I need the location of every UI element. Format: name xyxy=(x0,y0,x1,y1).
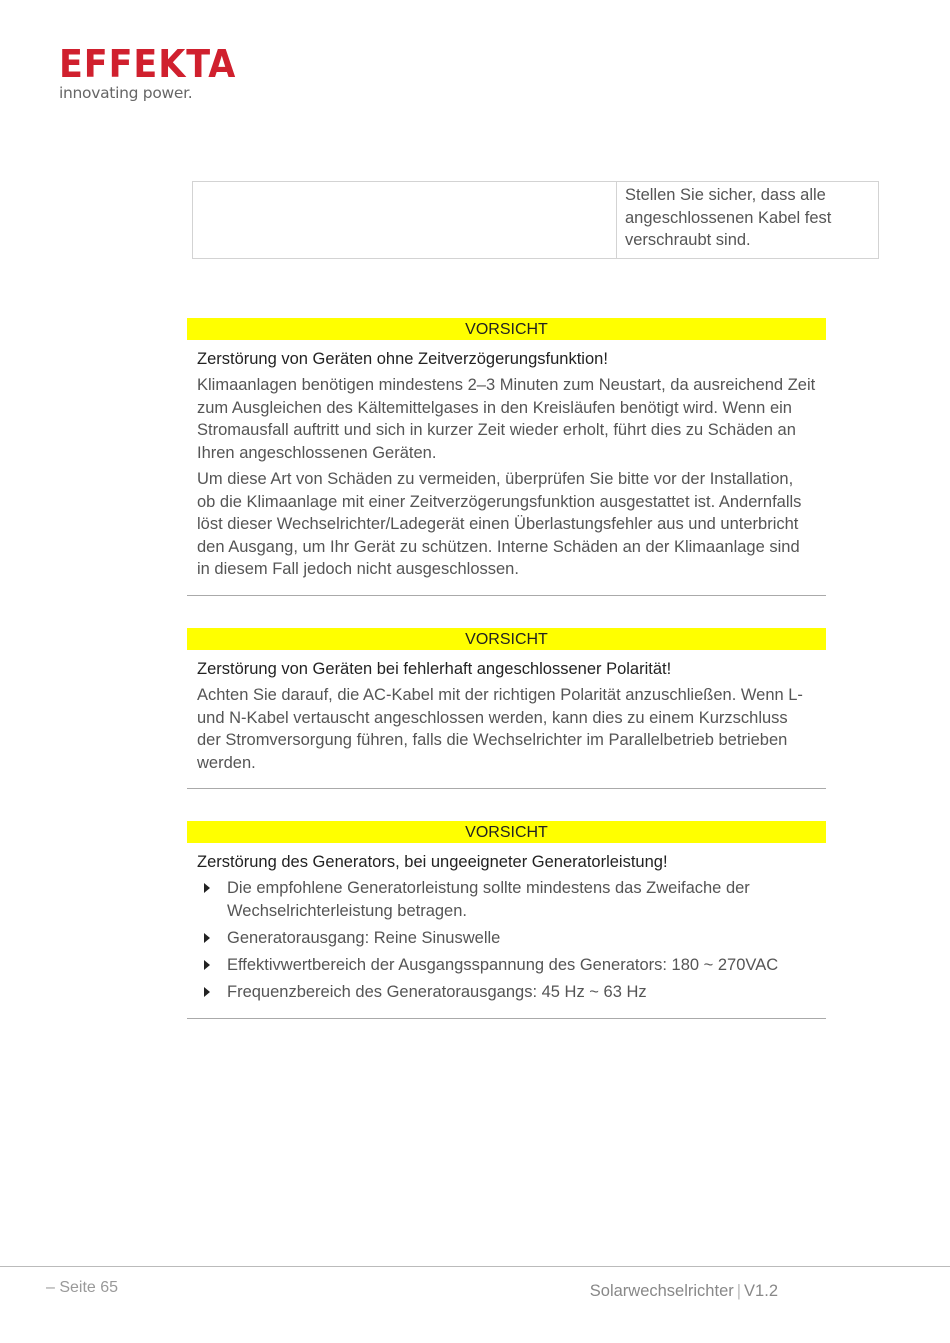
triangle-bullet-icon xyxy=(204,987,210,997)
caution-divider xyxy=(187,1018,826,1019)
list-item-text: Generatorausgang: Reine Sinuswelle xyxy=(227,928,501,947)
footer-divider xyxy=(0,1266,950,1267)
triangle-bullet-icon xyxy=(204,933,210,943)
list-item-text: Frequenzbereich des Generatorausgangs: 45 Hz ~ 63 Hz xyxy=(227,982,647,1001)
triangle-bullet-icon xyxy=(204,883,210,893)
list-item xyxy=(197,927,816,950)
list-item xyxy=(197,981,816,1004)
doc-title: Solarwechselrichter xyxy=(589,1282,734,1300)
caution-box-generator xyxy=(187,821,826,1019)
footer-doc-title xyxy=(590,1282,778,1301)
caution-title: Zerstörung des Generators, bei ungeeigneter Generatorleistung! xyxy=(197,853,668,871)
logo-tagline: innovating power. xyxy=(59,84,193,102)
caution-title: Zerstörung von Geräten ohne Zeitverzögerungsfunktion! xyxy=(197,350,608,368)
footer-separator: | xyxy=(736,1282,742,1300)
caution-title: Zerstörung von Geräten bei fehlerhaft angeschlossener Polarität! xyxy=(197,660,672,678)
logo-brand: EFFEKTA xyxy=(59,42,237,86)
caution-label: VORSICHT xyxy=(187,628,826,650)
list-item xyxy=(197,954,816,977)
table-cell-text: Stellen Sie sicher, dass alle angeschlossenen Kabel fest verschraubt sind. xyxy=(625,186,832,249)
doc-version: V1.2 xyxy=(744,1282,778,1300)
caution-divider xyxy=(187,595,826,596)
table-cell-empty xyxy=(193,182,617,258)
continued-table xyxy=(192,181,879,259)
caution-divider xyxy=(187,788,826,789)
caution-box-delay xyxy=(187,318,826,596)
page-number: – Seite 65 xyxy=(46,1279,119,1296)
list-item-text: Effektivwertbereich der Ausgangsspannung des Generators: 180 ~ 270VAC xyxy=(227,955,779,974)
list-item-text: Die empfohlene Generatorleistung sollte mindestens das Zweifache der Wechselrichterleistung betragen. xyxy=(227,879,750,920)
caution-paragraph: Klimaanlagen benötigen mindestens 2–3 Minuten zum Neustart, da ausreichend Zeit zum Ausgleichen des Kältemittelgases in den Kreisläufen benötigt wird. Wenn ein Stromausfall auftritt und sich in kurzer Zeit wieder erholt, führt dies zu Schäden an Ihren angeschlossenen Geräten. xyxy=(197,376,816,462)
caution-label: VORSICHT xyxy=(187,821,826,843)
caution-paragraph: Um diese Art von Schäden zu vermeiden, überprüfen Sie bitte vor der Installation, ob die Klimaanlage mit einer Zeitverzögerungsfunktion ausgestattet ist. Andernfalls löst dieser Wechselrichter/Ladegerät einen Überlastungsfehler aus und unterbricht den Ausgang, um Ihr Gerät zu schützen. Interne Schäden an der Klimaanlage sind in diesem Fall jedoch nicht ausgeschlossen. xyxy=(197,470,802,578)
company-logo xyxy=(59,44,252,102)
caution-label: VORSICHT xyxy=(187,318,826,340)
triangle-bullet-icon xyxy=(204,960,210,970)
caution-box-polarity xyxy=(187,628,826,789)
caution-bullet-list xyxy=(197,877,816,1003)
caution-paragraph: Achten Sie darauf, die AC-Kabel mit der richtigen Polarität anzuschließen. Wenn L- und N-Kabel vertauscht angeschlossen werden, kann dies zu einem Kurzschluss der Stromversorgung führen, falls die Wechselrichter im Parallelbetrieb betrieben werden. xyxy=(197,686,803,772)
list-item xyxy=(197,877,816,922)
